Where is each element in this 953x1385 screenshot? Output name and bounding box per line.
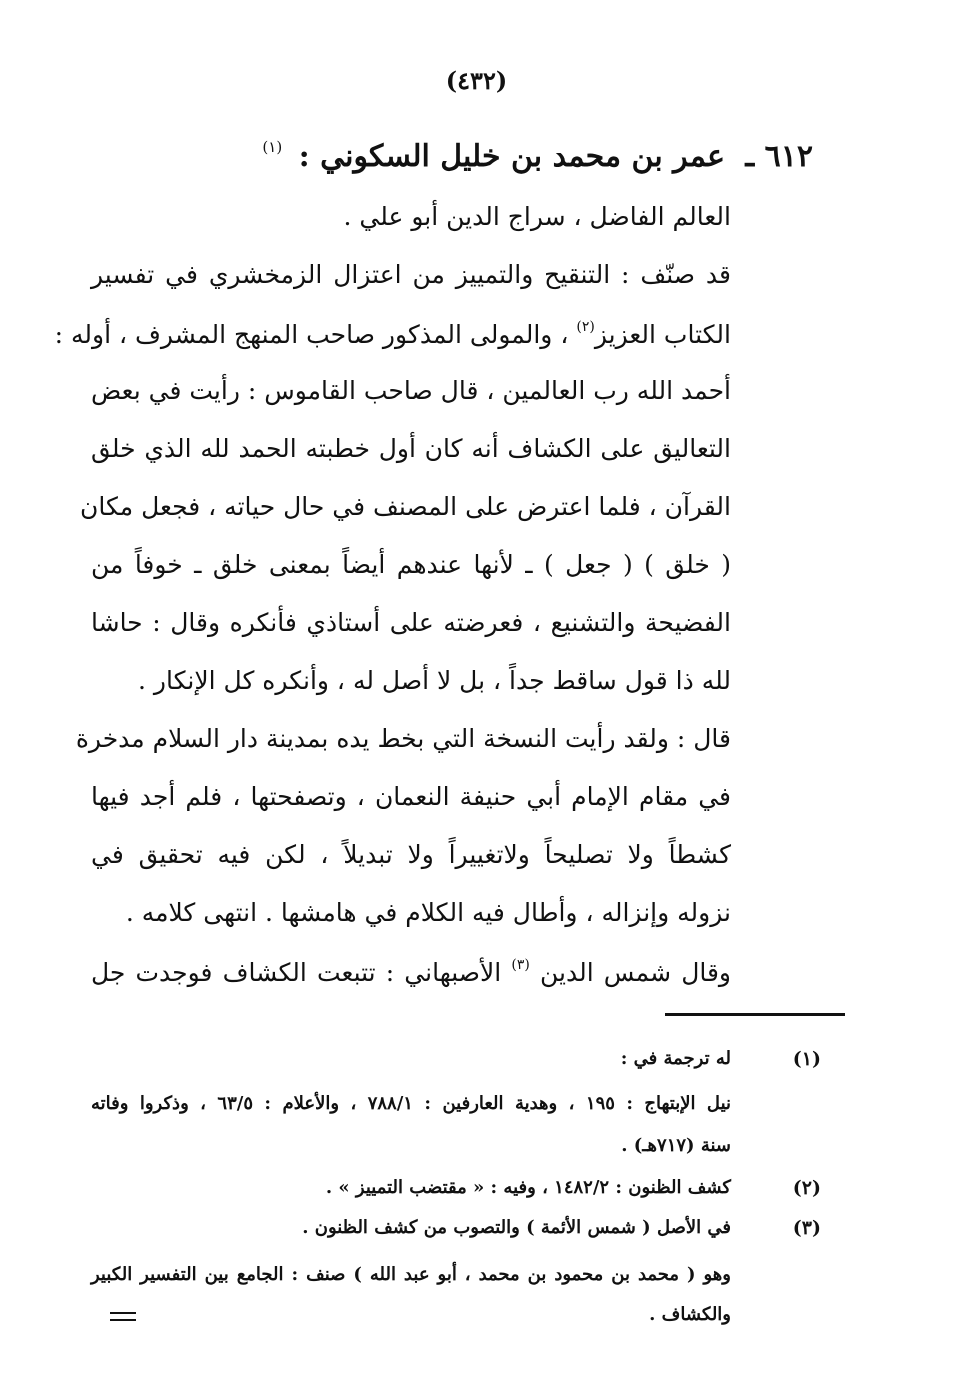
body-line: كشطاً ولا تصليحاً ولاتغييراً ولا تبديلاً ، لكن فيه تحقيق في (91, 840, 731, 869)
body-line (91, 958, 731, 985)
footnote-line: والكشاف . (649, 1304, 731, 1325)
footnote-number-3: (٣) (792, 1217, 821, 1239)
footnote-line: في الأصل ( شمس الأئمة ) والتصوب من كشف الظنون . (302, 1217, 731, 1238)
footnote-ref-2: (٢) (576, 319, 595, 335)
footnote-ref-1: (١) (262, 138, 283, 156)
footnote-line: له ترجمة في : (620, 1048, 731, 1069)
body-line: الفضيحة والتشنيع ، فعرضته على أستاذي فأنكره وقال : حاشا (91, 608, 731, 637)
body-line: قد صنّف : التنقيح والتمييز من اعتزال الزمخشري في تفسير (91, 260, 731, 289)
body-text: الأصبهاني : تتبعت الكشاف فوجدت جل (91, 958, 502, 987)
footnote-number-1: (١) (792, 1048, 821, 1070)
footnote-number-2: (٢) (792, 1177, 821, 1199)
footnote-line: نيل الإبتهاج : ١٩٥ ، وهدية العارفين : ٧٨٨/١ ، والأعلام : ٦٣/٥ ، وذكروا وفاته (91, 1093, 732, 1114)
body-text: وقال شمس الدين (539, 958, 732, 987)
footnote-line: سنة (٧١٧هـ) . (621, 1135, 731, 1156)
footnote-line: وهو ( محمد بن محمود بن محمد ، أبو عبد الله ) صنف : الجامع بين التفسير الكبير (91, 1264, 731, 1285)
body-line: ( خلق ) ( جعل ) ـ لأنها عندهم أيضاً بمعنى خلق ـ خوفاً من (91, 550, 731, 579)
footnote-line: كشف الظنون : ١٤٨٢/٢ ، وفيه : « مقتضب التمييز » . (325, 1177, 731, 1198)
body-line: لله ذا قول ساقط جداً ، بل لا أصل له ، وأنكره كل الإنكار . (138, 666, 731, 695)
body-line: قال : ولقد رأيت النسخة التي بخط يده بمدينة دار السلام مدخرة (75, 724, 731, 753)
entry-heading (113, 138, 813, 174)
body-text: ، والمولى المذكور صاحب المنهج المشرف ، أوله : (54, 320, 569, 349)
body-line: نزوله وإنزاله ، وأطال فيه الكلام في هامشها . انتهى كلامه . (125, 898, 731, 927)
body-line: أحمد الله رب العالمين ، قال صاحب القاموس : رأيت في بعض (91, 376, 731, 405)
entry-number: ٦١٢ ـ (745, 139, 813, 174)
body-line: التعاليق على الكشاف أنه كان أول خطبته الحمد لله الذي خلق (91, 434, 731, 463)
entry-name: عمر بن محمد بن خليل السكوني : (298, 139, 725, 174)
page-number: (٤٣٢) (445, 66, 508, 95)
body-line: القرآن ، فلما اعترض على المصنف في حال حياته ، فجعل مكان (80, 492, 731, 521)
body-text: الكتاب العزيز (594, 320, 731, 349)
continuation-mark (110, 1312, 136, 1321)
body-line: العالم الفاضل ، سراج الدين أبو علي . (343, 202, 731, 231)
body-line (54, 319, 731, 349)
body-line: في مقام الإمام أبي حنيفة النعمان ، وتصفحتها ، فلم أجد فيها (91, 782, 731, 811)
footnote-ref-3: (٣) (511, 957, 530, 973)
footnote-divider (665, 1013, 845, 1016)
